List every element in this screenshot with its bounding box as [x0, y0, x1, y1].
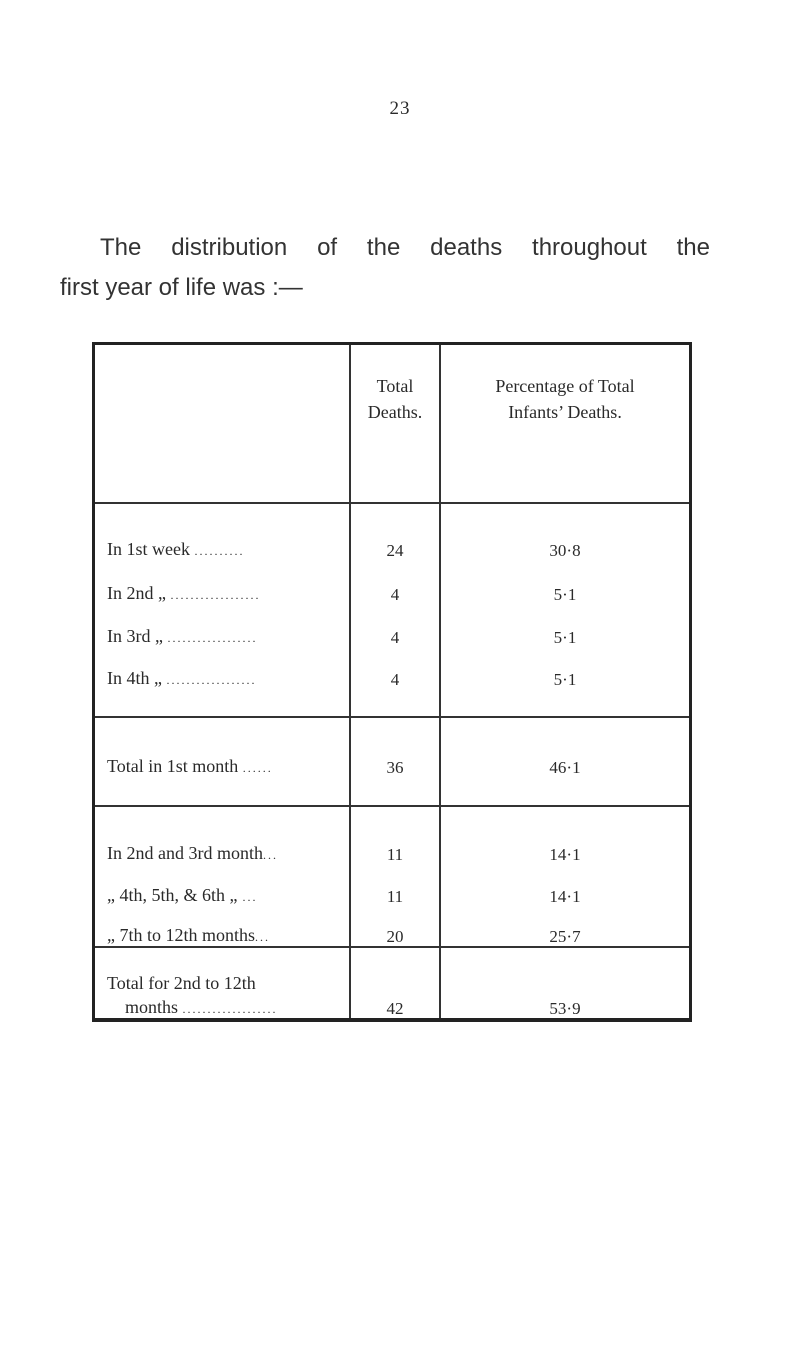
deaths-distribution-table: [92, 342, 692, 1022]
row-total: 11: [386, 887, 404, 906]
row-label: „ 4th, 5th, & 6th „ ...: [107, 885, 258, 905]
header-percentage: [441, 373, 689, 425]
page-number: 23: [389, 98, 411, 119]
header-percentage-line1: Percentage of Total: [495, 376, 635, 396]
header-percentage-line2: Infants’ Deaths.: [508, 402, 622, 422]
row-total: 4: [390, 670, 400, 689]
row-percentage: 46·1: [549, 758, 581, 777]
intro-paragraph: [60, 228, 720, 308]
header-rule: [95, 502, 689, 504]
row-label: In 1st week ..........: [107, 539, 245, 559]
header-total-line1: Total: [376, 376, 414, 396]
header-total-deaths: [351, 373, 439, 425]
row-label: In 2nd and 3rd month...: [107, 843, 278, 863]
row-percentage: 30·8: [549, 541, 581, 560]
intro-line-2: first year of life was :—: [60, 274, 303, 301]
row-total: 4: [390, 628, 400, 647]
row-total: 24: [386, 541, 404, 560]
final-row-total: 42: [386, 999, 404, 1018]
row-percentage: 25·7: [549, 927, 581, 946]
row-total: 4: [390, 585, 400, 604]
header-total-line2: Deaths.: [367, 402, 423, 422]
rule-after-first-month: [95, 805, 689, 807]
row-label: „ 7th to 12th months...: [107, 925, 270, 945]
row-percentage: 14·1: [549, 887, 581, 906]
row-label: In 4th „ ..................: [107, 668, 257, 688]
final-row-label-line1: Total for 2nd to 12th: [107, 973, 256, 993]
rule-after-first-weeks: [95, 716, 689, 718]
intro-line-1: The distribution of the deaths throughout the: [100, 234, 710, 261]
final-row-percentage: 53·9: [549, 999, 581, 1018]
row-label: In 2nd „ ..................: [107, 583, 261, 603]
row-percentage: 5·1: [553, 628, 577, 647]
row-label: In 3rd „ ..................: [107, 626, 258, 646]
row-label: Total in 1st month ......: [107, 756, 273, 776]
row-percentage: 5·1: [553, 585, 577, 604]
final-row-label-line2: months ...................: [125, 997, 278, 1017]
row-percentage: 14·1: [549, 845, 581, 864]
row-percentage: 5·1: [553, 670, 577, 689]
row-total: 11: [386, 845, 404, 864]
row-total: 20: [386, 927, 404, 946]
row-total: 36: [386, 758, 404, 777]
